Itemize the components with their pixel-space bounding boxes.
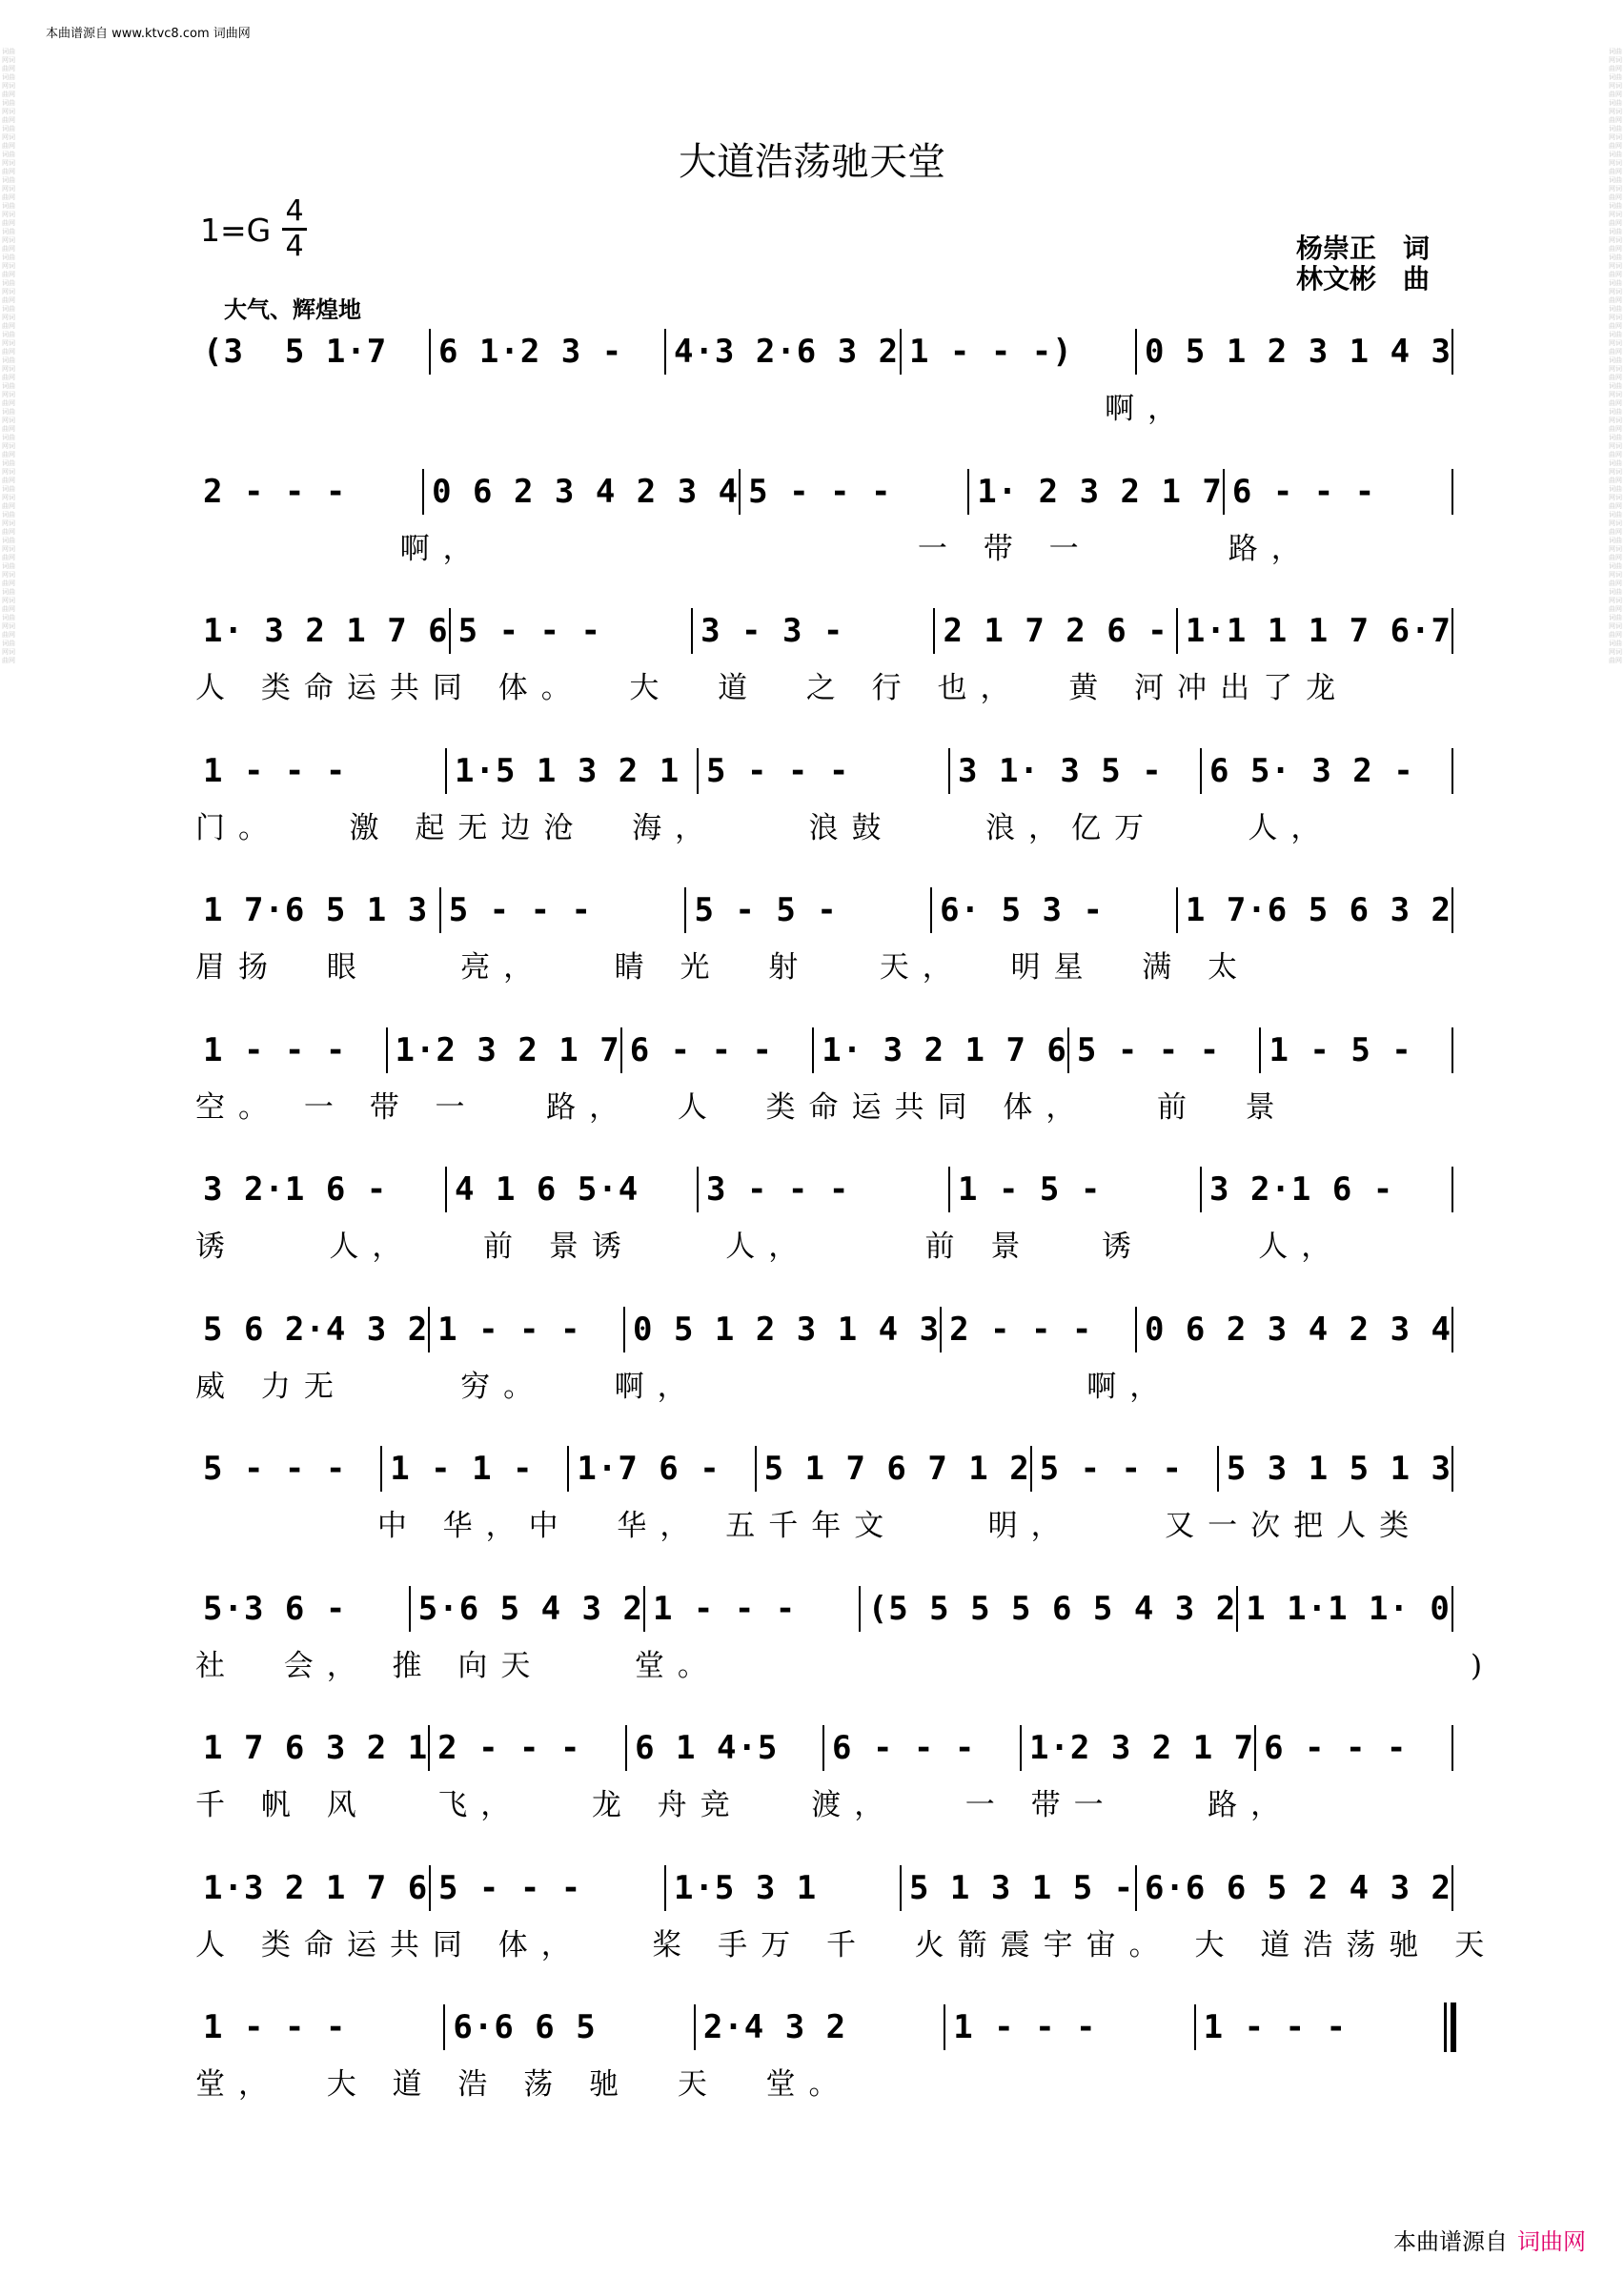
barline: [1451, 748, 1453, 794]
side-watermark-right: 词曲网词曲网词曲网词曲网词曲网词曲网词曲网词曲网词曲网词曲网词曲网词曲网词曲网词曲网词曲网词曲网词曲网词曲网词曲网词曲网词曲网词曲网词曲网词曲网词曲网词曲网词曲网词曲网词曲网词曲网词曲网词曲网词曲网词曲网词曲网词曲网词曲网词曲网词曲网词曲网词曲网词曲网词曲网词曲网词曲网词曲网词曲网词曲网: [1609, 48, 1622, 664]
notation-row: [195, 1865, 1453, 1911]
barline: [1451, 608, 1453, 654]
measure: 1·5 3 1: [673, 1869, 818, 1907]
barline: [1451, 887, 1453, 933]
measure: 6·6 6 5 2 4 3 2: [1144, 1869, 1451, 1907]
measure: 5 - - -: [706, 752, 850, 790]
barline: [1451, 1167, 1453, 1212]
lyrics-row: 千 帆 风 飞， 龙 舟竞 渡， 一 带一 路，: [195, 1788, 1294, 1822]
measure: 1·7 6 -: [577, 1450, 721, 1488]
measure: 1 7 6 3 2 1: [203, 1729, 429, 1767]
measure: 1 7·6 5 6 3 2: [1185, 891, 1451, 929]
composer-credit: 林文彬 曲: [1296, 263, 1431, 295]
measure: 1·1 1 1 7 6·7: [1185, 612, 1452, 650]
measure: 2 1 7 2 6 -: [943, 612, 1168, 650]
score-line: [195, 1865, 1498, 1980]
notation-row: [195, 1446, 1453, 1492]
measure: 1 1·1 1· 0: [1246, 1590, 1451, 1628]
measure: 6 5· 3 2 -: [1209, 752, 1414, 790]
measure: 0 6 2 3 4 2 3 4: [1144, 1311, 1452, 1349]
measure: 2 - - -: [949, 1311, 1093, 1349]
measure: 5 3 1 5 1 3: [1226, 1450, 1452, 1488]
measure: 1·5 1 3 2 1: [455, 752, 680, 790]
measure: 1· 2 3 2 1 7: [977, 473, 1223, 511]
notation-row: [195, 329, 1453, 375]
measure: 5 - - -: [437, 1869, 582, 1907]
measure: 1 - - -: [953, 2008, 1097, 2046]
measure: 6 - - -: [832, 1729, 976, 1767]
lyrics-row: 诱 人， 前 景诱 人， 前 景 诱 人，: [195, 1230, 1345, 1264]
notation-row: [195, 469, 1453, 515]
header-source-text: 本曲谱源自 www.ktvc8.com 词曲网: [46, 27, 251, 41]
score-line: [195, 1586, 1496, 1700]
measure: 5 1 3 1 5 -: [908, 1869, 1135, 1907]
measure: 5 - - -: [448, 891, 593, 929]
footer-site-link[interactable]: 词曲网: [1517, 2228, 1586, 2255]
notation-row: [195, 1027, 1453, 1073]
measure: 3 2·1 6 -: [203, 1170, 388, 1209]
score-line: [195, 608, 1453, 722]
measure: 1 7·6 5 1 3: [203, 891, 429, 929]
lyrics-row: 啊，: [195, 392, 1191, 426]
measure: 5 - - -: [457, 612, 601, 650]
footer-label: 本曲谱源自: [1393, 2228, 1508, 2255]
barline: [1451, 1725, 1453, 1771]
measure: 5·3 6 -: [203, 1590, 347, 1628]
measure: 0 5 1 2 3 1 4 3: [1144, 333, 1451, 371]
measure: 1· 3 2 1 7 6: [822, 1031, 1067, 1069]
measure: 1· 3 2 1 7 6: [203, 612, 449, 650]
measure: 1 - - -: [1203, 2008, 1347, 2046]
score-line: [195, 1725, 1453, 1840]
lyrics-row: 眉扬 眼 亮， 睛 光 射 天， 明星 满 太: [195, 950, 1251, 985]
lyrics-row: 人 类命运共同 体。 大 道 之 行 也， 黄 河冲出了龙: [195, 671, 1350, 705]
measure: 1 - 1 -: [390, 1450, 534, 1488]
measure: 0 5 1 2 3 1 4 3: [633, 1311, 941, 1349]
barline: [1451, 1307, 1453, 1352]
notation-row: [195, 1586, 1453, 1632]
measure: 1 - - -: [437, 1311, 581, 1349]
measure: 1·2 3 2 1 7: [395, 1031, 620, 1069]
song-title: 大道浩荡驰天堂: [679, 140, 945, 184]
measure: 1 - - -: [203, 2008, 347, 2046]
score-line: [195, 1446, 1453, 1560]
notation-row: [195, 1167, 1453, 1212]
measure: 5·6 5 4 3 2: [417, 1590, 643, 1628]
measure: 6 1 4·5: [635, 1729, 779, 1767]
measure: 3 1· 3 5 -: [958, 752, 1163, 790]
notation-row: [195, 887, 1453, 933]
measure: 1·3 2 1 7 6: [203, 1869, 429, 1907]
measure: (5 5 5 5 6 5 4 3 2: [867, 1590, 1237, 1628]
measure: 3 2·1 6 -: [1209, 1170, 1394, 1209]
measure: 5 6 2·4 3 2: [203, 1311, 429, 1349]
score-line: [195, 1307, 1453, 1421]
measure: 6 - - -: [1264, 1729, 1408, 1767]
barline: [1451, 1586, 1453, 1632]
score-line: [195, 887, 1453, 1002]
time-signature: [282, 195, 307, 263]
lyrics-row: 堂， 大 道 浩 荡 驰 天 堂。: [195, 2067, 852, 2102]
lyrics-row: 威 力无 穷。 啊， 啊，: [195, 1370, 1173, 1404]
measure: 6 1·2 3 -: [437, 333, 623, 371]
measure: 1 - - -: [652, 1590, 797, 1628]
notation-row: [195, 2004, 1453, 2050]
lyrics-row: 人 类命运共同 体， 桨 手万 千 火箭震宇宙。 大 道浩荡驰 天: [195, 1928, 1498, 1962]
measure: 4 1 6 5·4: [455, 1170, 639, 1209]
measure: 5 - - -: [748, 473, 892, 511]
barline: [1451, 469, 1453, 515]
lyricist-credit: 杨崇正 词: [1296, 233, 1431, 264]
lyrics-row: 门。 激 起无边沧 海， 浪鼓 浪，亿万 人，: [195, 811, 1334, 845]
measure: 6· 5 3 -: [940, 891, 1104, 929]
measure: (3 5 1·7: [203, 333, 388, 371]
barline: [1451, 329, 1453, 375]
notation-row: [195, 608, 1453, 654]
notation-row: [195, 748, 1453, 794]
measure: 3 - - -: [706, 1170, 850, 1209]
time-signature-top: 4: [285, 194, 304, 228]
measure: 2 - - -: [437, 1729, 581, 1767]
measure: 2 - - -: [203, 473, 347, 511]
measure: 1 - 5 -: [1269, 1031, 1412, 1069]
tempo-marking: 大气、辉煌地: [224, 296, 361, 323]
measure: 2·4 3 2: [702, 2008, 847, 2046]
score-line: [195, 2004, 1453, 2119]
footer: [1393, 2223, 1586, 2256]
measure: 1 - - -): [908, 333, 1073, 371]
lyrics-row: 啊， 一 带 一 路，: [195, 532, 1314, 566]
measure: 5 - - -: [203, 1450, 347, 1488]
time-signature-bottom: 4: [285, 230, 304, 263]
measure: 5 - - -: [1076, 1031, 1221, 1069]
barline: [1451, 1446, 1453, 1492]
final-barline: [1444, 2003, 1453, 2052]
lyrics-row: 中 华，中 华， 五千年文 明， 又一次把人类: [195, 1509, 1423, 1543]
measure: 5 - 5 -: [694, 891, 838, 929]
side-watermark-left: 词曲网词曲网词曲网词曲网词曲网词曲网词曲网词曲网词曲网词曲网词曲网词曲网词曲网词曲网词曲网词曲网词曲网词曲网词曲网词曲网词曲网词曲网词曲网词曲网词曲网词曲网词曲网词曲网词曲网词曲网词曲网词曲网词曲网词曲网词曲网词曲网词曲网词曲网词曲网词曲网词曲网词曲网词曲网词曲网词曲网词曲网词曲网词曲网: [2, 48, 15, 664]
lyrics-row: 空。 一 带 一 路， 人 类命运共同 体， 前 景: [195, 1090, 1289, 1125]
measure: 1·2 3 2 1 7: [1028, 1729, 1255, 1767]
barline: [1451, 1865, 1453, 1911]
lyrics-row: 社 会， 推 向天 堂。 ): [195, 1649, 1496, 1683]
key-signature: 1=G: [200, 212, 272, 249]
measure: 1 - - -: [203, 752, 347, 790]
credits: [1296, 234, 1430, 295]
measure: 4·3 2·6 3 2: [673, 333, 900, 371]
score-line: [195, 1027, 1453, 1142]
measure: 6 - - -: [1231, 473, 1376, 511]
notation-row: [195, 1307, 1453, 1352]
measure: 6 - - -: [629, 1031, 774, 1069]
score-line: [195, 748, 1453, 863]
measure: 1 - - -: [203, 1031, 347, 1069]
measure: 5 - - -: [1039, 1450, 1183, 1488]
barline: [1451, 1027, 1453, 1073]
score-line: [195, 469, 1453, 583]
measure: 0 6 2 3 4 2 3 4: [432, 473, 740, 511]
score-line: [195, 1167, 1453, 1281]
score-line: [195, 329, 1453, 443]
measure: 5 1 7 6 7 1 2: [763, 1450, 1030, 1488]
notation-row: [195, 1725, 1453, 1771]
measure: 1 - 5 -: [958, 1170, 1102, 1209]
measure: 6·6 6 5: [453, 2008, 597, 2046]
measure: 3 - 3 -: [700, 612, 844, 650]
